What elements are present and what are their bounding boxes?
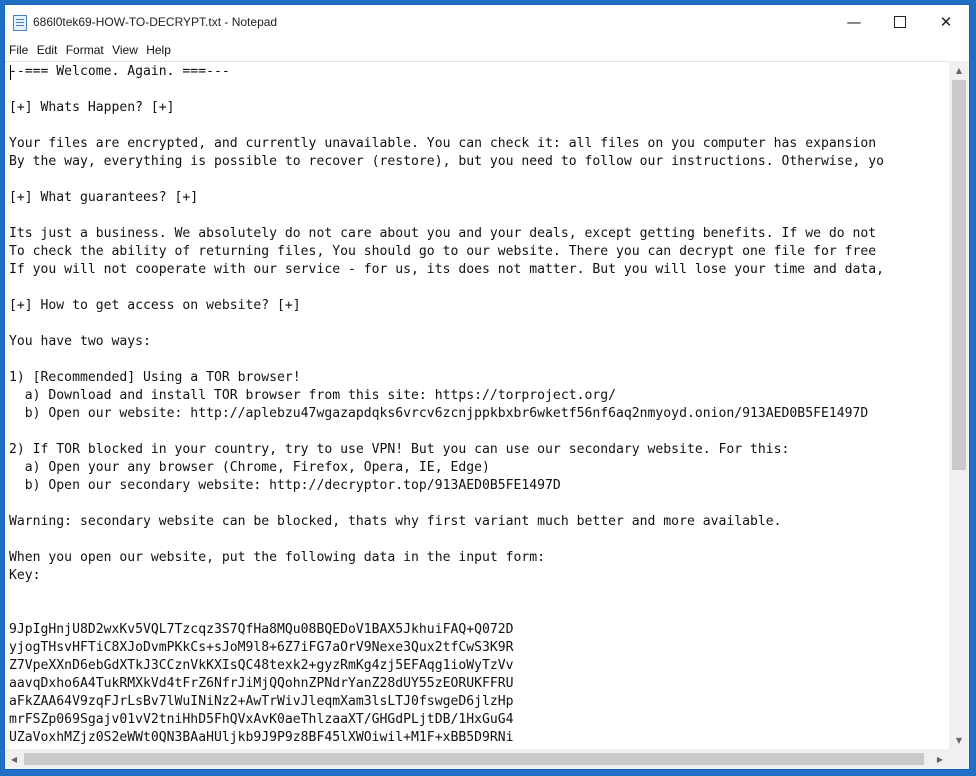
document-line: 2) If TOR blocked in your country, try to use VPN! But you can use our secondary website. For this:: [9, 442, 790, 457]
document-line: [+] Whats Happen? [+]: [9, 100, 175, 115]
minimize-button[interactable]: —: [846, 13, 862, 31]
document-line: a) Download and install TOR browser from this site: https://torproject.org/: [9, 388, 616, 403]
document-line: 1) [Recommended] Using a TOR browser!: [9, 370, 301, 385]
document-line: yjogTHsvHFTiC8XJoDvmPKkCs+sJoM9l8+6Z7iFG7aOrV9Nexe3Qux2tfCwS3K9R: [9, 640, 514, 655]
menu-help[interactable]: Help: [146, 43, 171, 57]
document-line: [9, 531, 884, 549]
document-line: You have two ways:: [9, 334, 151, 349]
document-line: [9, 585, 884, 603]
horizontal-scrollbar[interactable]: [5, 749, 949, 769]
notepad-icon: [13, 15, 27, 31]
document-line: [+] What guarantees? [+]: [9, 190, 199, 205]
text-editor[interactable]: [5, 61, 949, 749]
document-line: a) Open your any browser (Chrome, Firefox, Opera, IE, Edge): [9, 460, 490, 475]
document-line: b) Open our website: http://aplebzu47wgazapdqks6vrcv6zcnjppkbxbr6wketf56nf6aq2nmyoyd.onion/913AED0B5FE1497D: [9, 406, 869, 421]
maximize-icon: [894, 16, 906, 28]
document-line: Your files are encrypted, and currently unavailable. You can check it: all files on you computer has expansion: [9, 136, 877, 151]
maximize-button[interactable]: [877, 5, 923, 39]
document-line: [9, 315, 884, 333]
vertical-scrollbar[interactable]: [949, 61, 969, 749]
document-line: If you will not cooperate with our service - for us, its does not matter. But you will lose your time and data,: [9, 262, 885, 277]
document-line: By the way, everything is possible to recover (restore), but you need to follow our instructions. Otherwise, yo: [9, 154, 885, 169]
document-line: [9, 81, 884, 99]
menu-format[interactable]: Format: [65, 43, 104, 57]
window-title: 686l0tek69-HOW-TO-DECRYPT.txt - Notepad: [33, 15, 278, 29]
document-line: Its just a business. We absolutely do not care about you and your deals, except getting benefits. If we do not: [9, 226, 877, 241]
document-line: 9JpIgHnjU8D2wxKv5VQL7Tzcqz3S7QfHa8MQu08BQEDoV1BAX5JkhuiFAQ+Q072D: [9, 622, 514, 637]
document-line: [9, 207, 884, 225]
document-line: When you open our website, put the following data in the input form:: [9, 550, 546, 565]
menu-bar: [5, 41, 969, 61]
close-button[interactable]: ✕: [939, 13, 953, 31]
scroll-down-icon[interactable]: ▼: [955, 735, 963, 745]
horizontal-scroll-thumb[interactable]: [24, 753, 924, 765]
scroll-right-icon[interactable]: ▶: [936, 754, 944, 764]
document-line: Z7VpeXXnD6ebGdXTkJ3CCznVkKXIsQC48texk2+gyzRmKg4zj5EFAqg1ioWyTzVv: [9, 658, 514, 673]
menu-view[interactable]: View: [112, 43, 138, 57]
document-line: mrFSZp069Sgajv01vV2tniHhD5FhQVxAvK0aeThlzaaXT/GHGdPLjtDB/1HxGuG4: [9, 712, 514, 727]
document-line: [+] How to get access on website? [+]: [9, 298, 301, 313]
title-bar[interactable]: [5, 5, 969, 41]
document-line: aavqDxho6A4TukRMXkVd4tFrZ6NfrJiMjQQohnZPNdrYanZ28dUY55zEORUKFFRU: [9, 676, 514, 691]
document-text[interactable]: [9, 63, 884, 749]
document-line: [9, 603, 884, 621]
document-line: [9, 279, 884, 297]
document-line: --=== Welcome. Again. ===---: [9, 64, 230, 79]
document-line: [9, 351, 884, 369]
document-line: [9, 423, 884, 441]
scroll-left-icon[interactable]: ◀: [10, 754, 18, 764]
document-line: Warning: secondary website can be blocked, thats why first variant much better and more available.: [9, 514, 782, 529]
scroll-up-icon[interactable]: ▲: [955, 65, 963, 75]
document-line: aFkZAA64V9zqFJrLsBv7lWuINiNz2+AwTrWivJleqmXam3lsLTJ0fswgeD6jlzHp: [9, 694, 514, 709]
document-line: b) Open our secondary website: http://decryptor.top/913AED0B5FE1497D: [9, 478, 561, 493]
document-line: UZaVoxhMZjz0S2eWWt0QN3BAaHUljkb9J9P9z8BF45lXWOiwil+M1F+xBB5D9RNi: [9, 730, 514, 745]
notepad-window: [4, 4, 970, 770]
vertical-scroll-thumb[interactable]: [952, 80, 966, 470]
document-line: To check the ability of returning files, You should go to our website. There you can decrypt one file for free: [9, 244, 877, 259]
menu-edit[interactable]: Edit: [36, 43, 58, 57]
menu-file[interactable]: File: [9, 43, 29, 57]
document-line: [9, 495, 884, 513]
scrollbar-corner: [949, 749, 969, 769]
document-line: Key:: [9, 568, 41, 583]
document-line: [9, 117, 884, 135]
document-line: [9, 171, 884, 189]
